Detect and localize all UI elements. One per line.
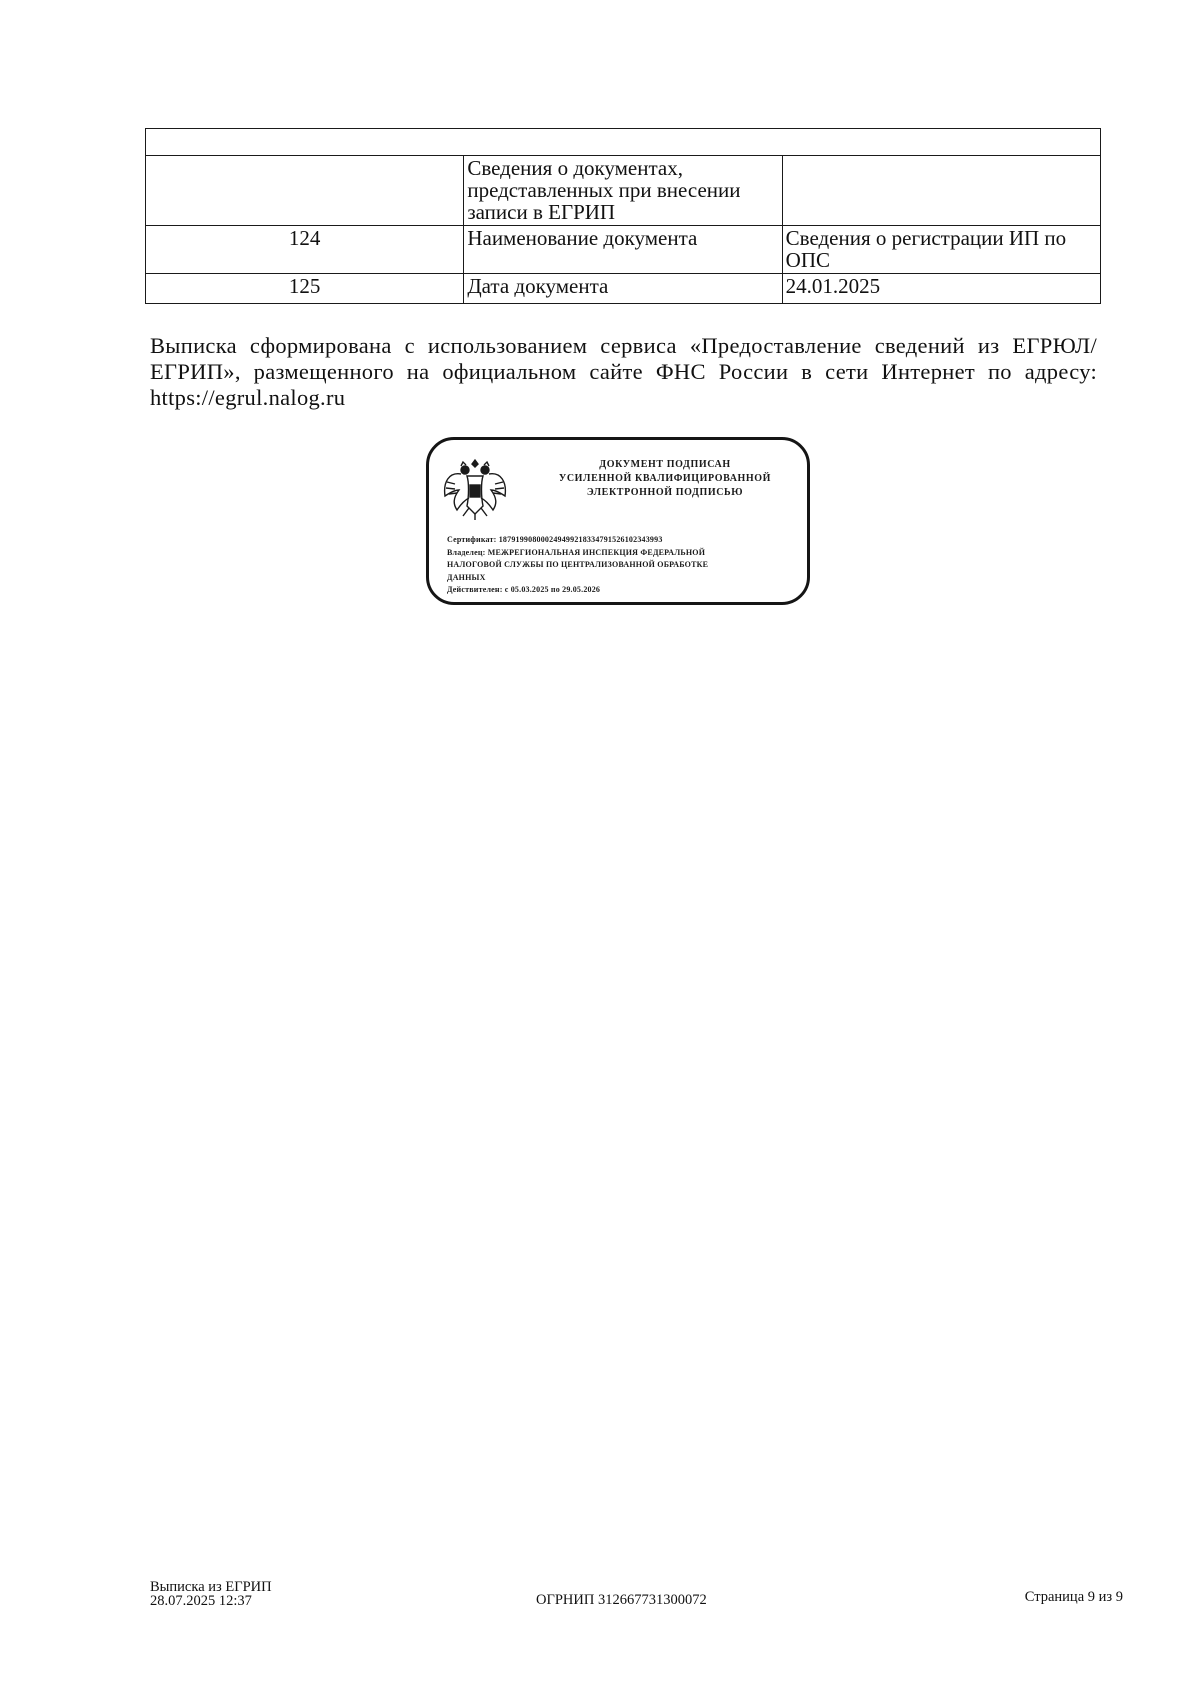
table-row [146,226,1101,274]
owner-line: ДАННЫХ [447,572,486,582]
footer-document-info [150,1580,272,1608]
stamp-heading-line: УСИЛЕННОЙ КВАЛИФИЦИРОВАННОЙ [558,473,772,484]
table-empty-cell [146,129,1101,156]
owner-value: МЕЖРЕГИОНАЛЬНАЯ ИНСПЕКЦИЯ ФЕДЕРАЛЬНОЙ [487,547,706,557]
statement-paragraph: Выписка сформирована с использованием сервиса «Предоставление сведений из ЕГРЮЛ/ЕГРИП», размещенного на официальном сайте ФНС России в сети Интернет по адресу: https://egrul.nalog.ru [150,333,1097,410]
table-row [146,274,1101,304]
section-number-cell [146,156,464,226]
stamp-details [447,534,797,597]
footer-timestamp: 28.07.2025 12:37 [150,1593,252,1609]
double-headed-eagle-emblem-icon [439,452,511,524]
row-value-cell: 24.01.2025 [782,274,1100,304]
footer-page-number: Страница 9 из 9 [1024,1589,1123,1605]
certificate-label: Сертификат: [447,535,497,544]
stamp-heading-line: ЭЛЕКТРОННОЙ ПОДПИСЬЮ [586,487,744,498]
row-number-cell: 124 [146,226,464,274]
row-name-cell: Дата документа [464,274,782,304]
table-header-empty-row [146,129,1101,156]
section-value-cell [782,156,1100,226]
row-name-cell: Наименование документа [464,226,782,274]
stamp-heading [529,458,801,500]
certificate-line [447,534,797,547]
table-section-row [146,156,1101,226]
owner-line [447,547,797,560]
stamp-heading-line: ДОКУМЕНТ ПОДПИСАН [599,459,731,470]
row-number-cell: 125 [146,274,464,304]
certificate-value: 187919908000249499218334791526102343993 [498,535,663,544]
owner-label: Владелец: [447,547,486,557]
validity-line: Действителен: с 05.03.2025 по 29.05.2026 [447,585,601,594]
egrip-details-table [145,128,1101,304]
row-value-cell: Сведения о регистрации ИП по ОПС [782,226,1100,274]
owner-block [447,547,797,585]
section-title-cell: Сведения о документах, представленных при внесении записи в ЕГРИП [464,156,782,226]
electronic-signature-stamp [426,437,810,605]
footer-document-title: Выписка из ЕГРИП [150,1579,272,1595]
footer-ogrnip: ОГРНИП 312667731300072 [536,1592,707,1608]
owner-line: НАЛОГОВОЙ СЛУЖБЫ ПО ЦЕНТРАЛИЗОВАННОЙ ОБРАБОТКЕ [447,560,709,569]
